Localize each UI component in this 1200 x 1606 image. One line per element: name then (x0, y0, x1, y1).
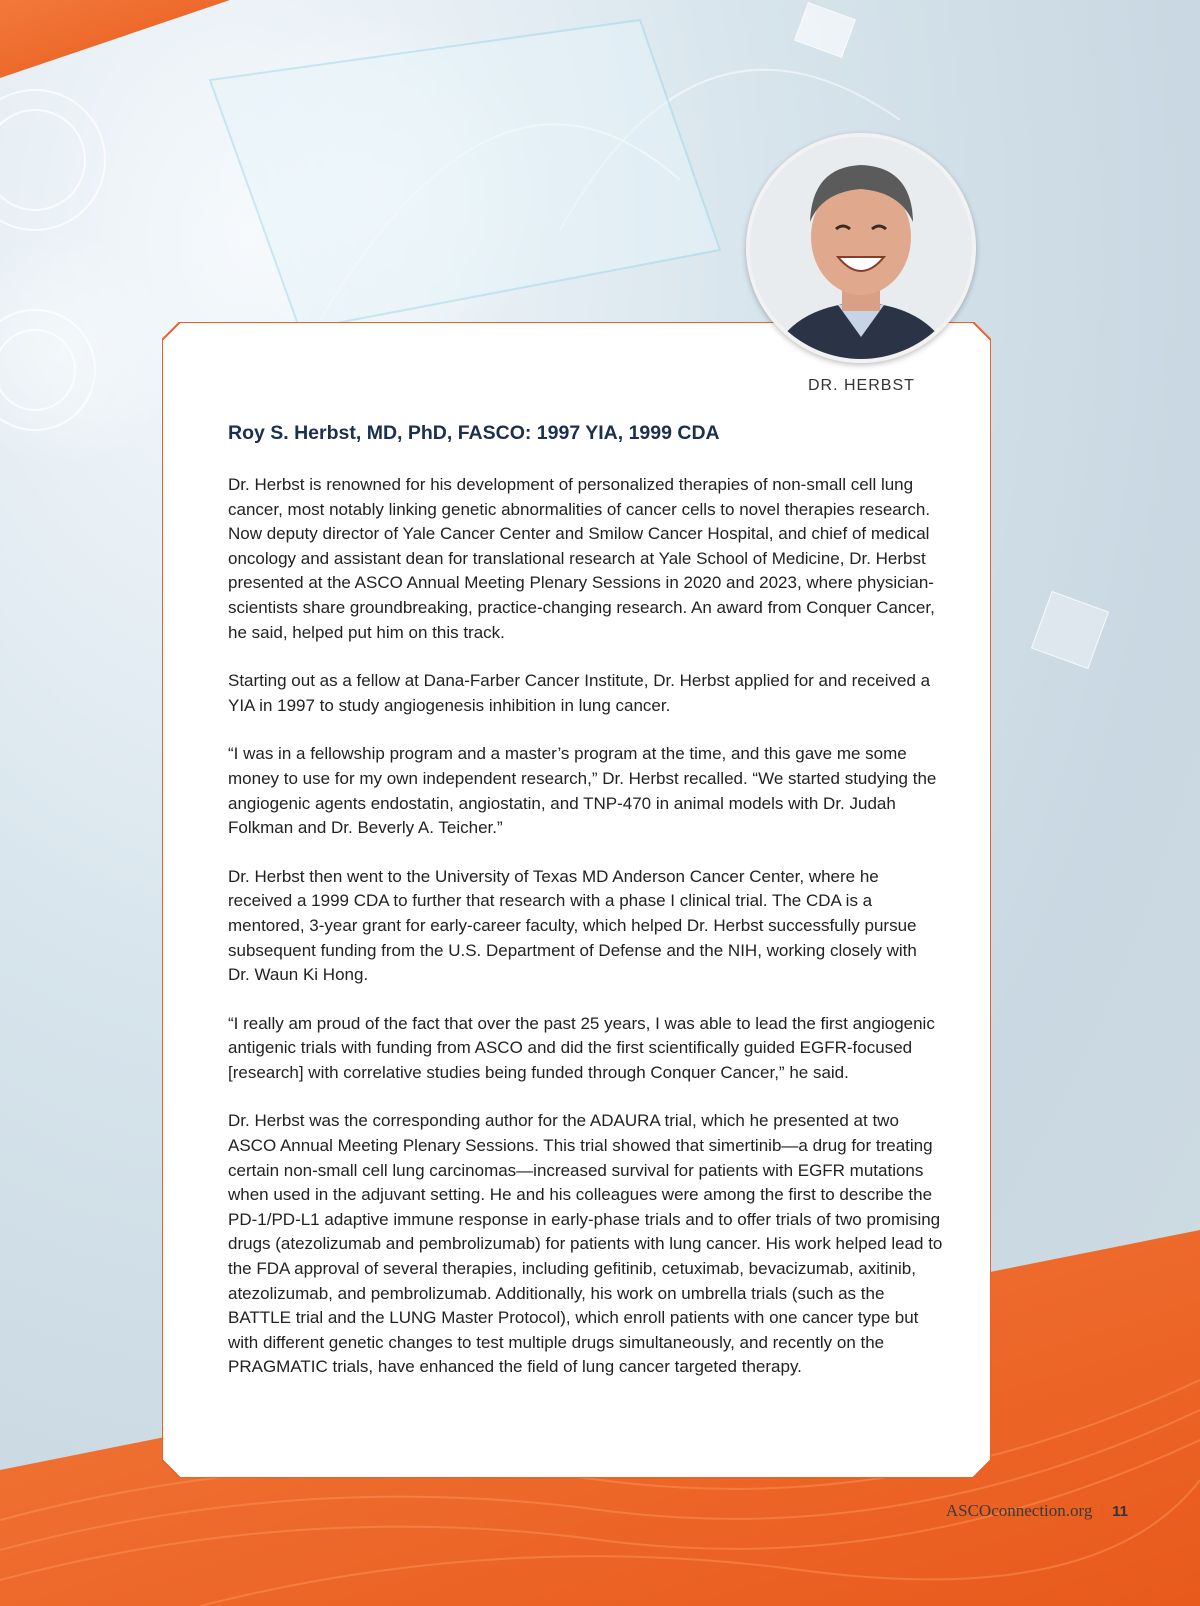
top-orange-band (0, 0, 230, 78)
paragraph: Dr. Herbst then went to the University of Texas MD Anderson Cancer Center, where he received a 1999 CDA to further that research with a phase I clinical trial. The CDA is a mentored, 3-year grant for early-career faculty, which helped Dr. Herbst successfully pursue subsequent funding from the U.S. Department of Defense and the NIH, working closely with Dr. Waun Ki Hong. (228, 866, 917, 985)
page-number: 11 (1112, 1503, 1128, 1520)
paragraph: Dr. Herbst is renowned for his development of personalized therapies of non-small cell lung cancer, most notably linking genetic abnormalities of cancer cells to novel therapies research. Now deputy director of Yale Cancer Center and Smilow Cancer Hospital, and chief of medical oncology and assistant dean for translational research at Yale School of Medicine, Dr. Herbst presented at the ASCO Annual Meeting Plenary Sessions in 2020 and 2023, where physician-scientists share groundbreaking, practice-changing research. An award from Conquer Cancer, he said, helped put him on this track. (228, 475, 935, 642)
paragraph: Dr. Herbst was the corresponding author for the ADAURA trial, which he presented at two ASCO Annual Meeting Plenary Sessions. This trial showed that simertinib—a drug for treating certain non-small cell lung carcinomas—increased survival for patients with EGFR mutations when used in the adjuvant setting. He and his colleagues were among the first to describe the PD-1/PD-L1 adaptive immune response in early-phase trials and to offer trials of two promising drugs (atezolizumab and pembrolizumab) for patients with lung cancer. His work helped lead to the FDA approval of several therapies, including gefitinib, cetuximab, bevacizumab, axitinib, atezolizumab, and pembrolizumab. Additionally, his work on umbrella trials (such as the BATTLE trial and the LUNG Master Protocol), which enroll patients with one cancer type but with different genetic changes to test multiple drugs simultaneously, and recently on the PRAGMATIC trials, have enhanced the field of lung cancer targeted therapy. (228, 1111, 943, 1377)
paragraph: “I was in a fellowship program and a master’s program at the time, and this gave me some money to use for my own independent research,” Dr. Herbst recalled. “We started studying the angiogenic agents endostatin, angiostatin, and TNP-470 in animal models with Dr. Judah Folkman and Dr. Beverly A. Teicher.” (228, 744, 937, 838)
paragraph: Starting out as a fellow at Dana-Farber Cancer Institute, Dr. Herbst applied for and received a YIA in 1997 to study angiogenesis inhibition in lung cancer. (228, 671, 931, 715)
paragraph: “I really am proud of the fact that over the past 25 years, I was able to lead the first angiogenic antigenic trials with funding from ASCO and did the first scientifically guided EGFR-focused [research] with correlative studies being funded through Conquer Cancer,” he said. (228, 1013, 935, 1082)
portrait-photo (746, 133, 976, 363)
person-portrait-icon (750, 137, 972, 359)
article-card (162, 322, 991, 1478)
article-body (228, 473, 943, 1404)
portrait-caption: DR. HERBST (808, 377, 915, 394)
footer-site-link[interactable]: ASCOconnection.org (945, 1501, 1093, 1520)
footer-separator: | (1100, 1501, 1105, 1520)
article-heading: Roy S. Herbst, MD, PhD, FASCO: 1997 YIA, 1999 CDA (228, 422, 720, 444)
page-footer (946, 1501, 1128, 1521)
